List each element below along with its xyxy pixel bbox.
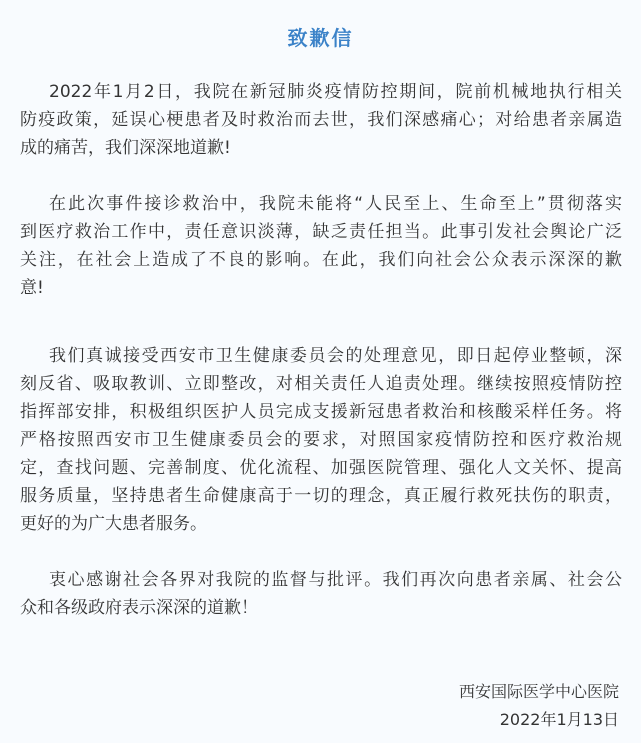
paragraph-4 [20, 566, 622, 622]
paragraph-3 [20, 342, 622, 538]
text-line: 服务质量，坚持患者生命健康高于一切的理念，真正履行救死扶伤的职责， [20, 486, 622, 506]
text-line: 意! [20, 278, 44, 298]
paragraph-1 [20, 78, 622, 162]
text-line: 定，查找问题、完善制度、优化流程、加强医院管理、强化人文关怀、提高 [20, 458, 622, 478]
signature-date: 2022年1月13日 [499, 710, 619, 729]
letter-title: 致歉信 [287, 26, 354, 50]
text-line: 到医疗救治工作中，责任意识淡薄，缺乏责任担当。此事引发社会舆论广泛 [20, 222, 622, 242]
paragraph-2 [20, 190, 622, 302]
signature-organization: 西安国际医学中心医院 [458, 682, 619, 701]
text-line: 更好的为广大患者服务。 [20, 514, 207, 534]
text-line: 众和各级政府表示深深的道歉！ [20, 598, 258, 618]
text-line: 2022年1月2日，我院在新冠肺炎疫情防控期间，院前机械地执行相关 [49, 82, 622, 102]
text-line: 刻反省、吸取教训、立即整改，对相关责任人追责处理。继续按照疫情防控 [20, 374, 622, 394]
text-line: 指挥部安排，积极组织医护人员完成支援新冠患者救治和核酸采样任务。将 [20, 402, 622, 422]
text-line: 严格按照西安市卫生健康委员会的要求，对照国家疫情防控和医疗救治规 [20, 430, 622, 450]
text-line: 我们真诚接受西安市卫生健康委员会的处理意见，即日起停业整顿，深 [49, 346, 622, 366]
text-line: 防疫政策，延误心梗患者及时救治而去世，我们深感痛心；对给患者亲属造 [20, 110, 622, 130]
text-line: 成的痛苦，我们深深地道歉! [20, 138, 231, 158]
text-line: 衷心感谢社会各界对我院的监督与批评。我们再次向患者亲属、社会公 [49, 570, 622, 590]
text-line: 关注，在社会上造成了不良的影响。在此，我们向社会公众表示深深的歉 [20, 250, 622, 270]
text-line: 在此次事件接诊救治中，我院未能将“人民至上、生命至上”贯彻落实 [49, 194, 622, 214]
